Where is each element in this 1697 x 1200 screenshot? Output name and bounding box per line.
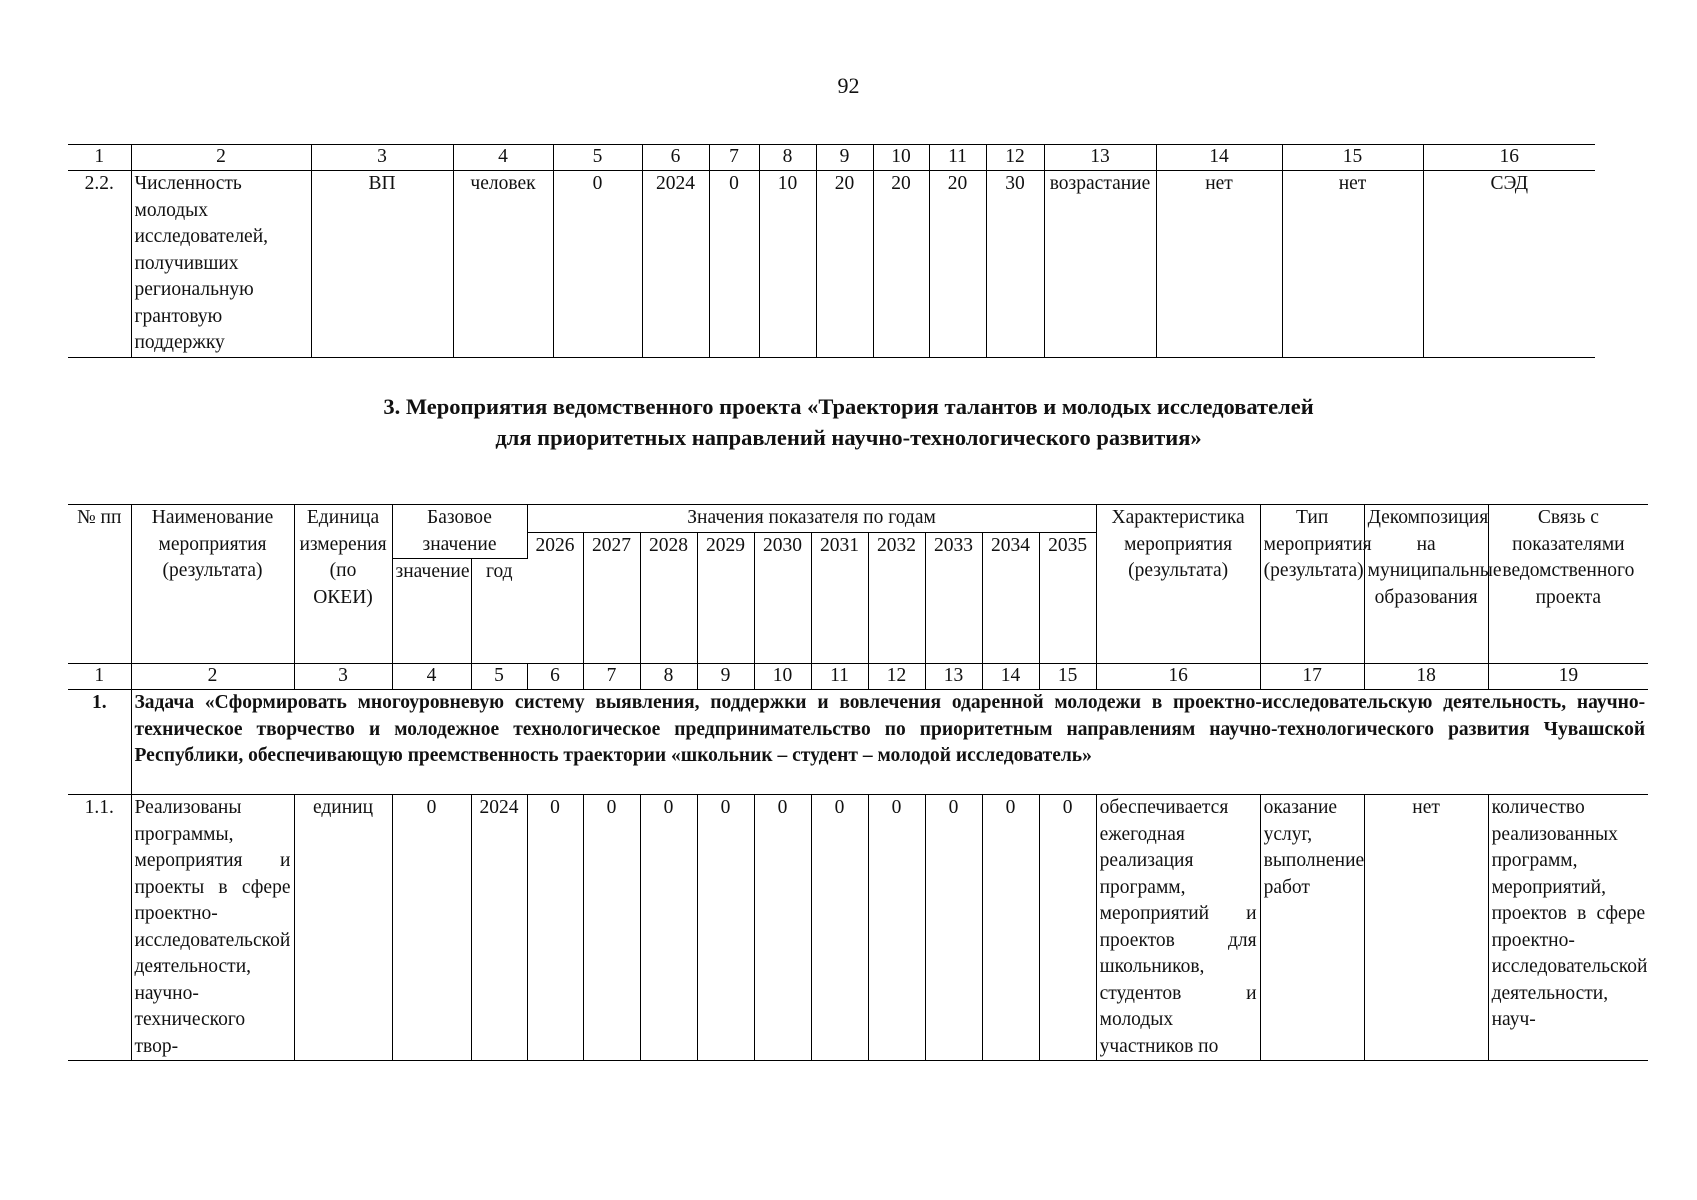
task-text: Задача «Сформировать многоуровневую систему выявления, поддержки и вовлечения одаренной молодежи в проектно-исследовательскую деятельность, научно-техническое творчество и молодежное технологическое предпринимательство по приоритетным направлениям научно-технологического развития Чувашской Республики, обеспечивающую преемственность траектории «школьник – студент – молодой исследователь» [131,690,1648,795]
year-value: 20 [873,171,929,358]
year-value: 10 [759,171,816,358]
header-unit: Единица измерения (по ОКЕИ) [294,505,392,664]
year-value: 0 [583,795,640,1061]
column-number: 13 [1044,145,1156,171]
column-number: 7 [583,664,640,690]
header-decomposition: Декомпозиция на муниципальные образования [1364,505,1488,664]
column-number: 8 [759,145,816,171]
header-row [68,505,1648,533]
column-number: 3 [311,145,453,171]
trend: возрастание [1044,171,1156,358]
column-number-row [68,664,1648,690]
column-number: 15 [1039,664,1096,690]
header-year: 2035 [1039,532,1096,664]
unit: единиц [294,795,392,1061]
column-number: 14 [1156,145,1282,171]
header-year: 2032 [868,532,925,664]
header-base-year: год [471,559,527,664]
column-number: 16 [1096,664,1260,690]
column-number: 2 [131,145,311,171]
table-row [68,171,1595,358]
column-number: 3 [294,664,392,690]
year-value: 0 [868,795,925,1061]
row-number: 2.2. [68,171,131,358]
cell-16: СЭД [1423,171,1595,358]
column-number: 15 [1282,145,1423,171]
header-base: Базовое значение [392,505,527,559]
column-number: 17 [1260,664,1364,690]
section-title-line1: 3. Мероприятия ведомственного проекта «Траектория талантов и молодых исследователей [383,394,1314,419]
column-number: 1 [68,145,131,171]
measure-type: оказание услуг, выполнение работ [1260,795,1364,1061]
column-number: 8 [640,664,697,690]
indicator-name: Численность молодых исследователей, получивших региональную грантовую поддержку [131,171,311,358]
column-number: 1 [68,664,131,690]
column-number: 9 [697,664,754,690]
column-number: 14 [982,664,1039,690]
column-number: 9 [816,145,873,171]
unit: человек [453,171,553,358]
header-year: 2030 [754,532,811,664]
column-number: 6 [642,145,709,171]
year-value: 0 [697,795,754,1061]
header-year: 2026 [527,532,583,664]
column-number: 6 [527,664,583,690]
year-value: 0 [811,795,868,1061]
header-base-value: значение [392,559,471,664]
row-number: 1.1. [68,795,131,1061]
year-value: 30 [986,171,1044,358]
indicator-link: количество реализованных программ, мероприятий, проектов в сфере проектно-исследовательской деятельности, науч- [1488,795,1648,1061]
column-number: 5 [471,664,527,690]
year-value: 20 [929,171,986,358]
header-link: Связь с показателями ведомственного проекта [1488,505,1648,664]
task-row [68,690,1648,795]
year-value: 0 [640,795,697,1061]
year-value: 20 [816,171,873,358]
year-value: 0 [925,795,982,1061]
header-years-group: Значения показателя по годам [527,505,1096,533]
indicator-level: ВП [311,171,453,358]
column-number: 7 [709,145,759,171]
table-row [68,795,1648,1061]
column-number: 11 [929,145,986,171]
decomposition: нет [1364,795,1488,1061]
cell-15: нет [1282,171,1423,358]
base-year: 2024 [642,171,709,358]
column-number: 12 [868,664,925,690]
page-number: 92 [837,73,860,98]
header-type: Тип мероприятия (результата) [1260,505,1364,664]
task-number: 1. [68,690,131,795]
base-value: 0 [553,171,642,358]
base-value: 0 [392,795,471,1061]
measures-table [68,504,1648,1061]
header-year: 2028 [640,532,697,664]
column-number: 18 [1364,664,1488,690]
header-year: 2029 [697,532,754,664]
measure-characteristic: обеспечивается ежегодная реализация программ, мероприятий и проектов для школьников, студентов и молодых участников по [1096,795,1260,1061]
column-number: 13 [925,664,982,690]
column-number: 10 [873,145,929,171]
year-value: 0 [527,795,583,1061]
column-number: 16 [1423,145,1595,171]
header-characteristic: Характеристика мероприятия (результата) [1096,505,1260,664]
year-value: 0 [1039,795,1096,1061]
column-number: 2 [131,664,294,690]
base-year: 2024 [471,795,527,1061]
header-year: 2027 [583,532,640,664]
header-name: Наименование мероприятия (результата) [131,505,294,664]
cell-14: нет [1156,171,1282,358]
header-year: 2034 [982,532,1039,664]
column-number: 5 [553,145,642,171]
section-title-line2: для приоритетных направлений научно-технологического развития» [495,425,1202,450]
column-number: 11 [811,664,868,690]
section-title [0,391,1697,453]
column-number: 4 [453,145,553,171]
column-number: 19 [1488,664,1648,690]
measure-name: Реализованы программы, мероприятия и проекты в сфере проектно-исследовательской деятельности, научно-технического твор- [131,795,294,1061]
year-value: 0 [982,795,1039,1061]
year-value: 0 [709,171,759,358]
column-number: 12 [986,145,1044,171]
year-value: 0 [754,795,811,1061]
header-year: 2033 [925,532,982,664]
column-number: 10 [754,664,811,690]
column-number: 4 [392,664,471,690]
indicators-table-continuation [68,144,1595,358]
header-year: 2031 [811,532,868,664]
column-number-row [68,145,1595,171]
header-num: № пп [68,505,131,664]
